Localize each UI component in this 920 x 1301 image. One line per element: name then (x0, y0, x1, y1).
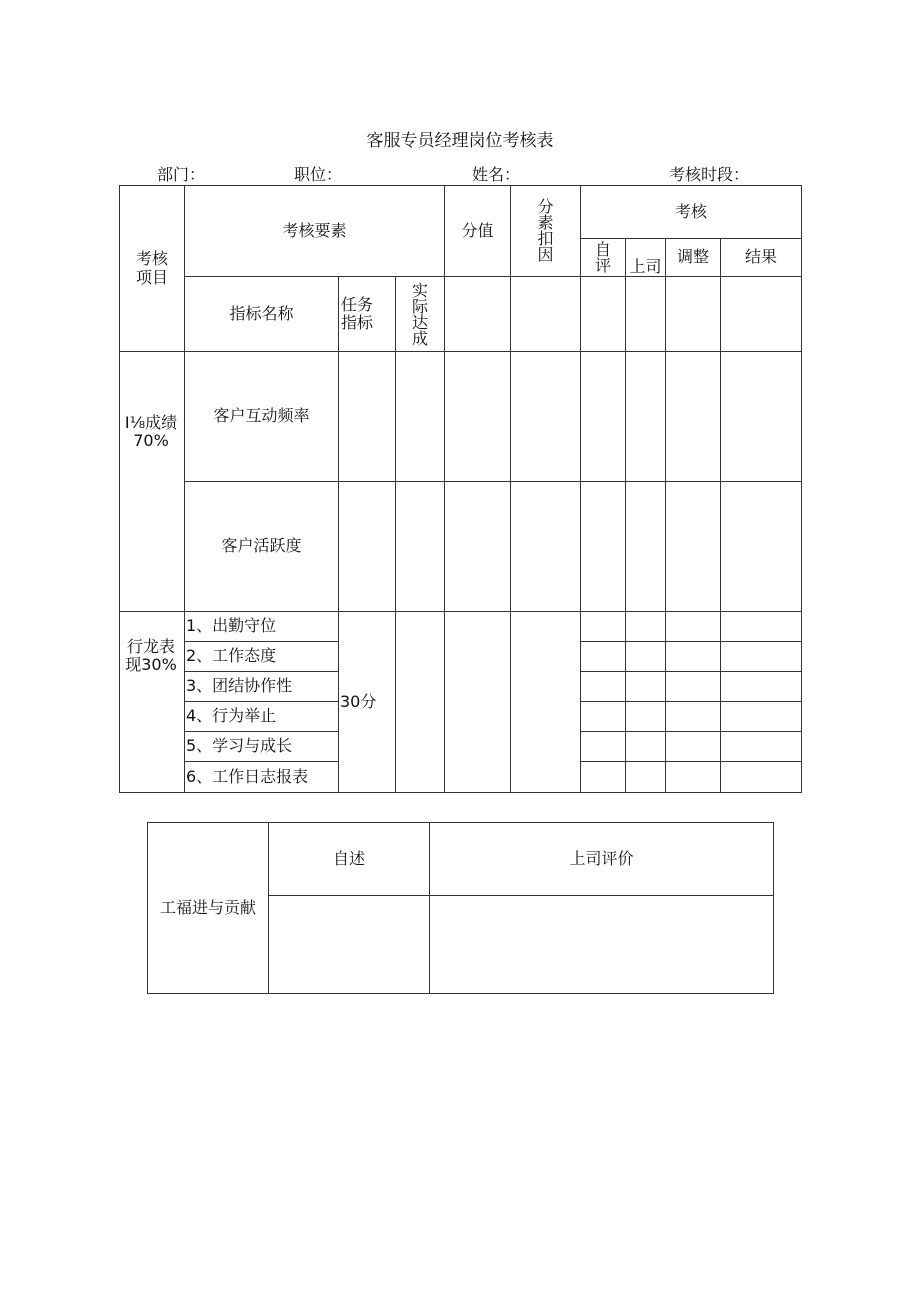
self-statement-header: 自述 (269, 823, 430, 896)
cell[interactable] (721, 482, 802, 612)
cell[interactable] (626, 732, 666, 762)
cell[interactable] (666, 672, 721, 702)
metric-name: 客户活跃度 (185, 482, 339, 612)
cell[interactable] (721, 672, 802, 702)
header-adjust: 调整 (666, 239, 721, 277)
cell[interactable] (581, 702, 626, 732)
cell[interactable] (445, 612, 511, 793)
header-deduction: 分素扣因 (511, 186, 581, 277)
cell[interactable] (626, 702, 666, 732)
cell[interactable] (721, 612, 802, 642)
header-target: 任务指标 (339, 277, 396, 352)
contribution-table (147, 822, 774, 994)
cell[interactable] (626, 482, 666, 612)
period-label: 考核时段： (669, 165, 750, 184)
behavior-score: 30分 (339, 612, 396, 793)
superior-eval-input[interactable] (430, 896, 774, 994)
cell[interactable] (511, 482, 581, 612)
cell[interactable] (581, 352, 626, 482)
contribution-label: 工福进与贡献 (148, 823, 269, 994)
cell[interactable] (721, 762, 802, 793)
superior-eval-header: 上司评价 (430, 823, 774, 896)
cell[interactable] (666, 482, 721, 612)
cell[interactable] (396, 482, 445, 612)
header-actual: 实际达成 (396, 277, 445, 352)
header-assessment-elements: 考核要素 (185, 186, 445, 277)
position-label: 职位： (294, 165, 343, 184)
header-review: 考核 (581, 186, 802, 239)
cell[interactable] (666, 762, 721, 793)
cell[interactable] (626, 642, 666, 672)
table-row (120, 612, 802, 642)
cell[interactable] (511, 612, 581, 793)
cell[interactable] (666, 277, 721, 352)
cell[interactable] (581, 762, 626, 793)
cell[interactable] (339, 482, 396, 612)
header-result: 结果 (721, 239, 802, 277)
cell[interactable] (626, 672, 666, 702)
table-row (120, 352, 802, 482)
header-score: 分值 (445, 186, 511, 277)
cell[interactable] (396, 352, 445, 482)
cell[interactable] (626, 762, 666, 793)
cell[interactable] (581, 672, 626, 702)
cell[interactable] (581, 732, 626, 762)
header-self-eval: 自评 (581, 239, 626, 277)
header-superior: 上司 (626, 239, 666, 277)
cell[interactable] (721, 277, 802, 352)
behavior-item: 5、学习与成长 (185, 732, 339, 762)
cell[interactable] (626, 612, 666, 642)
cell[interactable] (666, 732, 721, 762)
cell[interactable] (339, 352, 396, 482)
behavior-item: 2、工作态度 (185, 642, 339, 672)
behavior-item: 1、出勤守位 (185, 612, 339, 642)
cell[interactable] (721, 642, 802, 672)
page-title: 客服专员经理岗位考核表 (366, 131, 554, 151)
cell[interactable] (626, 352, 666, 482)
cell[interactable] (666, 642, 721, 672)
cell[interactable] (721, 732, 802, 762)
cell[interactable] (666, 702, 721, 732)
cell[interactable] (666, 612, 721, 642)
cell[interactable] (581, 642, 626, 672)
department-label: 部门： (157, 165, 206, 184)
group-performance-label: I⅛成绩70% (120, 352, 185, 612)
cell[interactable] (626, 277, 666, 352)
cell[interactable] (445, 482, 511, 612)
cell[interactable] (511, 277, 581, 352)
self-statement-input[interactable] (269, 896, 430, 994)
metric-name: 客户互动频率 (185, 352, 339, 482)
header-assessment-item: 考核项目 (120, 186, 185, 352)
cell[interactable] (721, 352, 802, 482)
behavior-item: 3、团结协作性 (185, 672, 339, 702)
cell[interactable] (581, 482, 626, 612)
table-row (120, 482, 802, 612)
behavior-item: 4、行为举止 (185, 702, 339, 732)
cell[interactable] (666, 352, 721, 482)
cell[interactable] (445, 352, 511, 482)
cell[interactable] (581, 612, 626, 642)
header-metric-name: 指标名称 (185, 277, 339, 352)
name-label: 姓名： (472, 165, 521, 184)
cell[interactable] (396, 612, 445, 793)
cell[interactable] (511, 352, 581, 482)
behavior-item: 6、工作日志报表 (185, 762, 339, 793)
cell[interactable] (721, 702, 802, 732)
assessment-table (119, 185, 802, 793)
cell[interactable] (445, 277, 511, 352)
group-behavior-label: 行龙表现30% (120, 612, 185, 793)
cell[interactable] (581, 277, 626, 352)
